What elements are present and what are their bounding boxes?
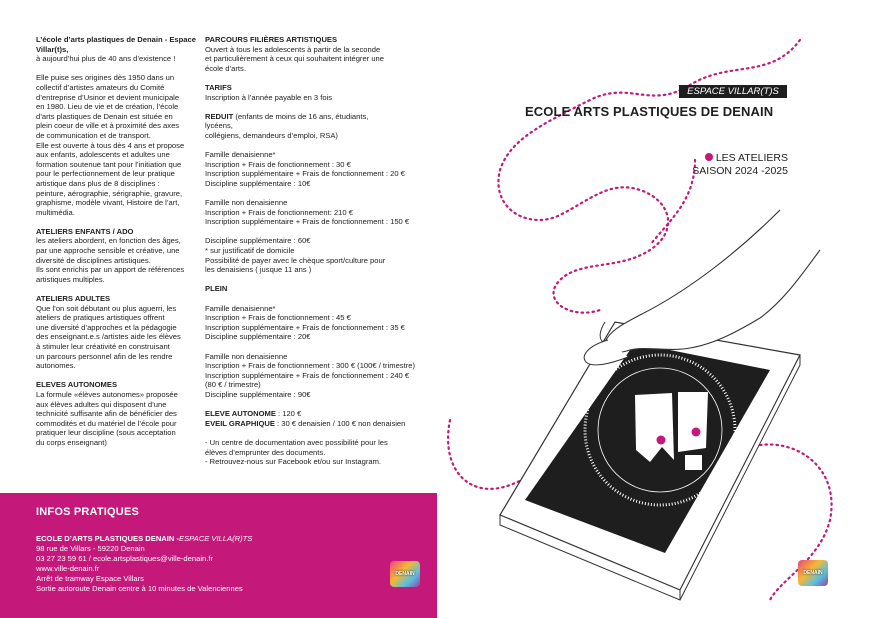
hand-drawing (604, 210, 820, 352)
eveil-label: EVEIL GRAPHIQUE (205, 418, 275, 428)
autonomous-paragraph: La formule «élèves autonomes» proposée aux élèves adultes qui disposent d’une technicité suffisante afin de bénéficier des commodités et du matériel de l’école pour pratiquer leur discipline (sous acceptation du corps enseignant) (36, 389, 178, 447)
adults-heading: ATELIERS ADULTES (36, 294, 111, 304)
reduit-extra: Discipline supplémentaire : 60€ * sur justificatif de domicile Possibilité de payer avec le chèque sport/culture pour les denaisiens ( jusque 11 ans ) (205, 236, 386, 275)
reduit-family-denain: Famille denaisienne* Inscription + Frais de fonctionnement : 30 € Inscription supplémentaire + Frais de fonctionnement : 20 € Discipline supplémentaire : 10€ (205, 150, 405, 188)
school-name: ECOLE D’ARTS PLASTIQUES DENAIN - (36, 534, 180, 543)
bullet-dot-icon (705, 153, 713, 161)
kids-paragraph: les ateliers abordent, en fonction des âges, par une approche sensible et créative, une diversité de disciplines artistiques. Ils sont enrichis par un apport de références artistiques multiples. (36, 236, 185, 284)
cover-ateliers-block (692, 152, 788, 178)
tram-info: Arrêt de tramway Espace Villars (36, 574, 144, 583)
cutout-shape-left (635, 393, 674, 462)
kids-heading: ATELIERS ENFANTS / ADO (36, 226, 134, 236)
dotted-trail-mid (650, 160, 695, 245)
reduit-text: (enfants de moins de 16 ans, étudiants, lycéens, collégiens, demandeurs d’emploi, RSA) (205, 111, 369, 140)
eveil-line (205, 419, 420, 429)
plein-family-other: Famille non denaisienne Inscription + Frais de fonctionnement : 300 € (100€ / trimestre) Inscription supplémentaire + Frais de fonctionnement : 240 € (80 € / trimestre) Discipline supplémentaire : 90€ (205, 351, 415, 399)
contact-link[interactable]: 03 27 23 59 61 / ecole.artsplastiques@ville-denain.fr (36, 554, 213, 563)
school-name-line (36, 534, 252, 544)
cutout-shape-small (685, 455, 702, 470)
eveil-value: : 30 € denaisien / 100 € non denaisien (274, 418, 406, 428)
tarifs-paragraph: Inscription à l’année payable en 3 fois (205, 92, 333, 102)
ateliers-label: LES ATELIERS (715, 152, 788, 164)
plein-heading: PLEIN (205, 284, 228, 294)
reduit-block (205, 112, 420, 141)
denain-logo (390, 561, 420, 587)
cover-tagline: ESPACE VILLAR(T)S (679, 85, 787, 98)
school-place: ESPACE VILLA(R)TS (179, 534, 253, 543)
website-link[interactable]: www.ville-denain.fr (36, 564, 100, 573)
infos-title: INFOS PRATIQUES (36, 506, 140, 518)
tarifs-heading: TARIFS (205, 82, 232, 92)
pricing-column (205, 35, 420, 476)
denain-logo-text: DENAIN (395, 571, 415, 577)
filieres-heading: PARCOURS FILIÈRES ARTISTIQUES (205, 35, 338, 44)
cover-denain-logo (798, 560, 828, 586)
autonomous-heading: ELEVES AUTONOMES (36, 380, 118, 390)
magenta-dot-1 (657, 436, 666, 445)
infos-pratiques-panel (0, 493, 437, 618)
cover-title: ECOLE ARTS PLASTIQUES DE DENAIN (525, 104, 774, 119)
left-column (36, 35, 198, 457)
adults-paragraph: Que l’on soit débutant ou plus aguerri, les ateliers de pratiques artistiques offrent une diversité d’approches et la pédagogie des enseignant.e.s /artistes aide les élèves à stimuler leur créativité en construisant un parcours personnel afin de les rendre autonomes. (36, 303, 181, 371)
highway-info: Sortie autoroute Denain centre à 10 minutes de Valenciennes (36, 584, 243, 593)
intro-title: L’école d’arts plastiques de Denain - Espace Villar(t)s, (36, 35, 196, 54)
cover-logo-text: DENAIN (803, 570, 823, 576)
address: 98 rue de Villars - 59220 Denain (36, 544, 145, 553)
filieres-paragraph: Ouvert à tous les adolescents à partir de la seconde et particulièrement à ceux qui souhaitent intégrer une école d’arts. (205, 44, 384, 73)
magenta-dot-2 (692, 428, 701, 437)
reduit-label: REDUIT (205, 111, 234, 121)
eleve-autonome-line (205, 409, 420, 419)
eleve-autonome-value: : 120 € (275, 409, 302, 419)
eleve-autonome-label: ELEVE AUTONOME (205, 409, 276, 419)
ateliers-line (692, 152, 788, 165)
plein-family-denain: Famille denaisienne* Inscription + Frais de fonctionnement : 45 € Inscription supplémentaire + Frais de fonctionnement : 35 € Discipline supplémentaire : 20€ (205, 303, 405, 342)
infos-lines (36, 534, 252, 594)
cover-illustration (440, 0, 874, 618)
season-label: SAISON 2024 -2025 (692, 165, 788, 177)
history-paragraph: Elle puise ses origines dès 1950 dans un collectif d’artistes amateurs du Comité d’entreprise d’Usinor et devient municipale en 1980. Lieu de vie et de création, l’école d’arts plastiques de Denain est située en plein coeur de ville et à proximité des axes de communication et de transport. Elle est ouverte à tous dès 4 ans et propose aux enfants, adolescents et adultes une formation soutenue tant pour l’initiation que pour le perfectionnement de leur pratique artistique dans plus de 8 disciplines : peinture, aérographie, sérigraphie, gravure, graphisme, modèle vivant, Histoire de l’art, multimédia. (36, 73, 185, 217)
reduit-family-other: Famille non denaisienne Inscription + Frais de fonctionnement: 210 € Inscription supplémentaire + Frais de fonctionnement : 150 € (205, 198, 410, 227)
intro-subtitle: à aujourd’hui plus de 40 ans d’existence ! (36, 54, 176, 64)
cutout-shape-right (678, 392, 708, 452)
notes-paragraph: - Un centre de documentation avec possibilité pour les élèves d’emprunter des documents. - Retrouvez-nous sur Facebook et/ou sur Instagram. (205, 437, 388, 467)
